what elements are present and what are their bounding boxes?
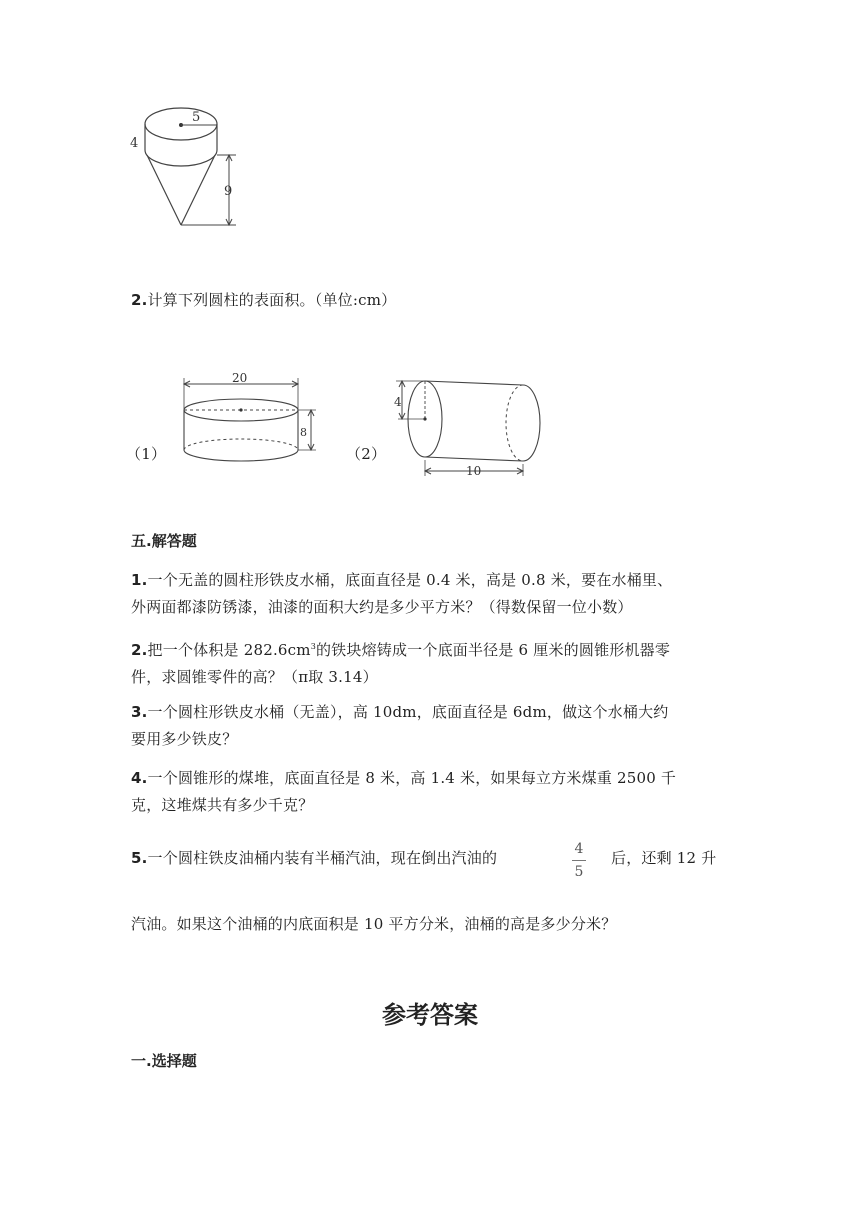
question-3 xyxy=(131,699,751,753)
cone-height-label: 9 xyxy=(224,184,233,199)
question-line: 外两面都漆防锈漆，油漆的面积大约是多少平方米？（得数保留一位小数） xyxy=(131,598,633,616)
figure-2-label: （2） xyxy=(346,445,387,463)
question-number: 4. xyxy=(131,769,148,787)
fraction-denominator: 5 xyxy=(574,864,584,880)
question-number: 2. xyxy=(131,641,148,659)
question-line: 一个圆柱形铁皮水桶（无盖），高 10dm，底面直径是 6dm，做这个水桶大约 xyxy=(147,703,669,721)
question-line: 要用多少铁皮？ xyxy=(131,730,238,748)
figure-1-label: （1） xyxy=(126,445,167,463)
question-5-line-1-end: 后，还剩 12 升 xyxy=(611,849,717,867)
question-4 xyxy=(131,765,751,819)
question-2-prompt xyxy=(131,287,396,314)
question-number: 3. xyxy=(131,703,148,721)
length-label: 10 xyxy=(466,464,482,478)
cylinder-height-label: 4 xyxy=(130,136,139,151)
radius-label: 5 xyxy=(192,110,201,125)
question-text: 计算下列圆柱的表面积。（单位:cm） xyxy=(147,291,397,309)
question-2 xyxy=(131,633,751,691)
question-line: 件，求圆锥零件的高？（π取 3.14） xyxy=(131,668,378,686)
section-heading: 五.解答题 xyxy=(131,532,197,550)
question-number: 2. xyxy=(131,291,148,309)
fraction-bar xyxy=(572,860,586,861)
answers-title: 参考答案 xyxy=(382,1000,478,1029)
cylinder-cone-figure xyxy=(120,95,250,235)
question-number: 1. xyxy=(131,571,148,589)
question-line: 一个圆柱铁皮油桶内装有半桶汽油，现在倒出汽油的 xyxy=(147,849,498,867)
question-line: 一个圆锥形的煤堆，底面直径是 8 米，高 1.4 米，如果每立方米煤重 2500 千 xyxy=(147,769,677,787)
height-label: 8 xyxy=(300,426,307,439)
fraction-four-fifths xyxy=(572,840,586,881)
answers-section-heading: 一.选择题 xyxy=(131,1052,197,1070)
horizontal-cylinder-figure xyxy=(390,372,550,482)
question-5-line-2: 汽油。如果这个油桶的内底面积是 10 平方分米，油桶的高是多少分米？ xyxy=(131,915,617,933)
question-line: 一个无盖的圆柱形铁皮水桶，底面直径是 0.4 米，高是 0.8 米，要在水桶里、 xyxy=(147,571,673,589)
fraction-numerator: 4 xyxy=(574,841,584,857)
radius-label: 4 xyxy=(394,395,402,409)
diameter-label: 20 xyxy=(232,372,248,385)
superscript: 3 xyxy=(310,642,316,651)
question-line: 把一个体积是 282.6cm xyxy=(147,641,311,659)
upright-cylinder-figure xyxy=(170,372,330,472)
question-number: 5. xyxy=(131,849,148,867)
question-line: 克，这堆煤共有多少千克？ xyxy=(131,796,314,814)
question-1 xyxy=(131,567,751,621)
question-line: 的铁块熔铸成一个底面半径是 6 厘米的圆锥形机器零 xyxy=(315,641,671,659)
